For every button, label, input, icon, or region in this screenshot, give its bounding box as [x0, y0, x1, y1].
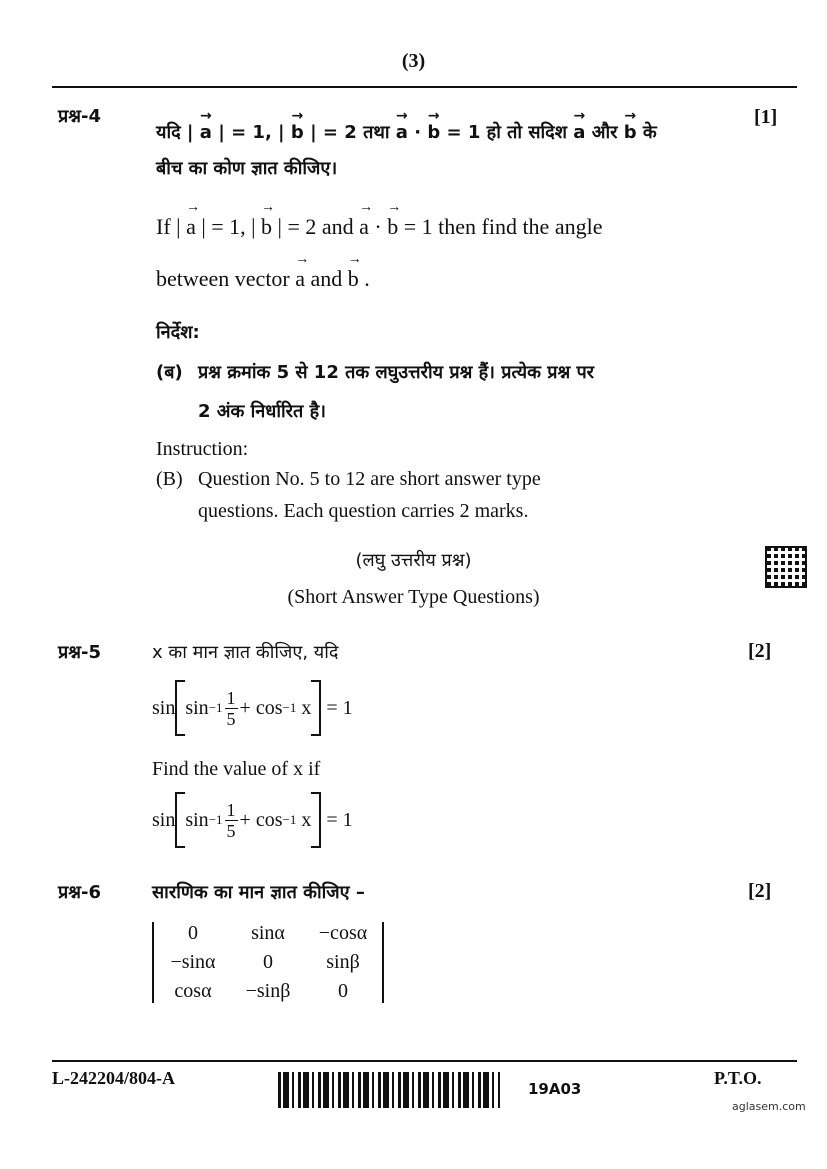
vector-a: → a: [186, 208, 196, 240]
vector-a: → a: [359, 208, 369, 240]
matrix-cell: 0: [188, 922, 198, 944]
header-rule: [52, 86, 797, 88]
vector-b: → b: [291, 116, 304, 143]
q4-hindi-line2: बीच का कोण ज्ञात कीजिए।: [156, 158, 338, 179]
q4-hindi-line1: यदि | → a | = 1, | → b | = 2 तथा → a · → b = 1 हो तो सदिश → a और → b के: [156, 116, 657, 144]
matrix-cell: 0: [338, 980, 348, 1002]
matrix-cell: sinβ: [326, 951, 360, 973]
matrix-cell: −sinα: [170, 951, 216, 973]
right-bracket: [311, 792, 321, 848]
vector-a: → a: [200, 116, 212, 143]
vector-a: → a: [573, 116, 585, 143]
vector-a: → a: [396, 116, 408, 143]
section-title-english: (Short Answer Type Questions): [287, 586, 540, 608]
vector-b: → b: [261, 208, 272, 240]
q5-hindi: x का मान ज्ञात कीजिए, यदि: [152, 642, 339, 663]
left-bracket: [175, 680, 185, 736]
matrix-cell: 0: [263, 951, 273, 973]
vector-b: → b: [387, 208, 398, 240]
site-watermark: aglasem.com: [732, 1100, 806, 1113]
vector-b: → b: [624, 116, 637, 143]
instruction-text-english-1: Question No. 5 to 12 are short answer type: [198, 468, 541, 490]
q5-equation-1: sin sin −1 $\frac{1}{5}$ + cos −1 x = 1: [152, 680, 353, 736]
q4-english-line1: If | → a | = 1, | → b | = 2 and → a · → b = 1 then find the angle: [156, 208, 602, 240]
instruction-heading-hindi: निर्देश:: [156, 322, 200, 343]
pto-label: P.T.O.: [714, 1068, 762, 1088]
q6-marks: [2]: [748, 880, 772, 902]
matrix-cell: cosα: [174, 980, 212, 1002]
matrix-cell: sinα: [251, 922, 285, 944]
left-bracket: [175, 792, 185, 848]
vector-b: → b: [348, 260, 359, 292]
page-number: (3): [401, 50, 426, 72]
q5-marks: [2]: [748, 640, 772, 662]
determinant-matrix: [152, 922, 384, 1003]
q5-equation-2: sin sin −1 $\frac{1}{5}$ + cos −1 x = 1: [152, 792, 353, 848]
vector-b: → b: [427, 116, 440, 143]
series-code: 19A03: [528, 1080, 582, 1098]
vector-a: → a: [295, 260, 305, 292]
instruction-heading-english: Instruction:: [156, 438, 249, 460]
footer-rule: [52, 1060, 797, 1062]
instruction-text-hindi-1: प्रश्न क्रमांक 5 से 12 तक लघुउत्तरीय प्रश्न हैं। प्रत्येक प्रश्न पर: [198, 362, 595, 383]
q6-label: प्रश्न-6: [58, 882, 101, 903]
q4-english-line2: between vector → a and → b .: [156, 260, 370, 292]
matrix-cell: −cosα: [318, 922, 368, 944]
q5-label: प्रश्न-5: [58, 642, 101, 663]
paper-code: L-242204/804-A: [52, 1068, 175, 1088]
q4-marks: [1]: [754, 106, 778, 128]
instruction-text-hindi-2: 2 अंक निर्धारित है।: [198, 401, 326, 422]
fraction: $\frac{1}{5}$: [226, 799, 236, 841]
instruction-text-english-2: questions. Each question carries 2 marks.: [198, 500, 529, 522]
fraction: $\frac{1}{5}$: [226, 687, 236, 729]
instruction-label-hindi: (ब): [156, 362, 183, 383]
right-bracket: [311, 680, 321, 736]
q6-hindi: सारणिक का मान ज्ञात कीजिए –: [152, 882, 365, 903]
barcode-icon: [278, 1072, 500, 1108]
matrix-cell: −sinβ: [245, 980, 291, 1002]
section-title-hindi: (लघु उत्तरीय प्रश्न): [355, 550, 472, 571]
qr-code-icon: [765, 546, 807, 588]
instruction-label-english: (B): [156, 468, 183, 490]
q5-english: Find the value of x if: [152, 758, 321, 780]
q4-label: प्रश्न-4: [58, 106, 101, 127]
